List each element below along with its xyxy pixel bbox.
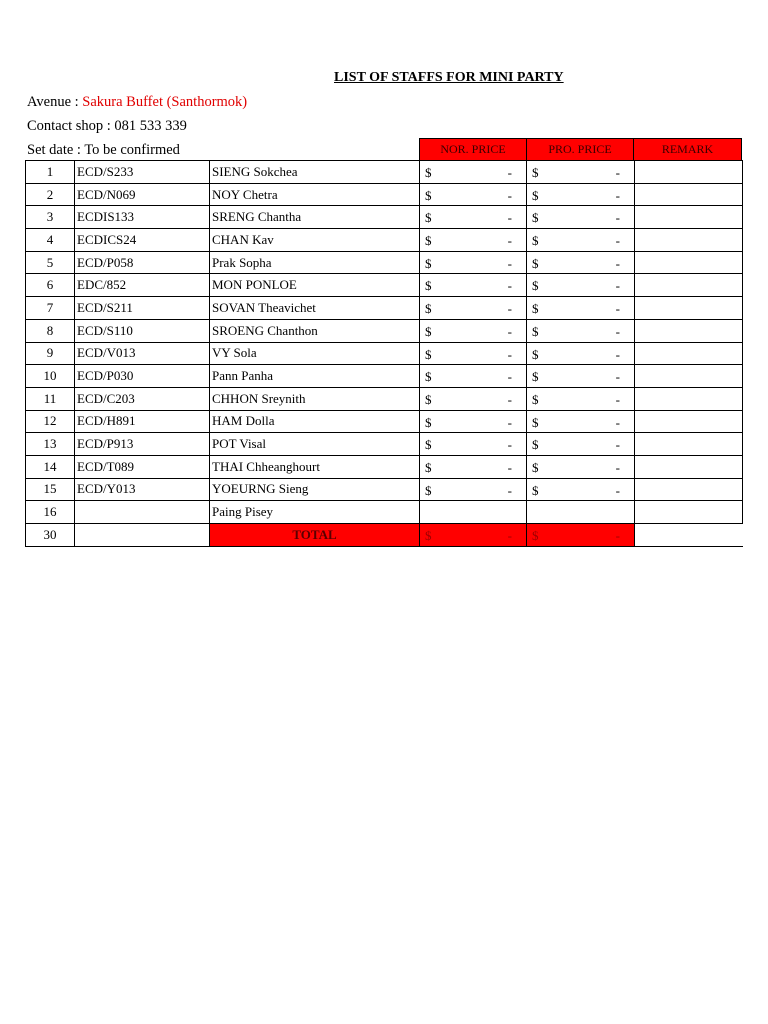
row-number: 3: [26, 206, 75, 229]
currency-symbol: $: [425, 323, 432, 339]
currency-symbol: $: [532, 210, 539, 226]
price-value: -: [615, 437, 620, 453]
remark-cell: [635, 297, 743, 320]
staff-name: HAM Dolla: [210, 410, 420, 433]
remark-cell: [635, 478, 743, 501]
row-number: 6: [26, 274, 75, 297]
currency-symbol: $: [532, 528, 539, 543]
staff-id: ECD/P058: [75, 251, 210, 274]
staff-name: NOY Chetra: [210, 183, 420, 206]
price-value: -: [507, 528, 512, 543]
currency-symbol: $: [425, 482, 432, 498]
price-value: -: [615, 369, 620, 385]
remark-cell: [635, 342, 743, 365]
total-pro-price: [527, 524, 635, 547]
avenue-value: Sakura Buffet (Santhormok): [82, 94, 248, 110]
currency-symbol: $: [532, 437, 539, 453]
contact-line: Contact shop : 081 533 339: [27, 118, 187, 134]
currency-symbol: $: [532, 459, 539, 475]
currency-symbol: $: [532, 391, 539, 407]
nor-price-cell: [420, 297, 527, 320]
remark-cell: [635, 161, 743, 184]
remark-cell: [635, 319, 743, 342]
price-value: -: [615, 482, 620, 498]
price-value: -: [615, 278, 620, 294]
price-value: -: [615, 528, 620, 543]
price-value: -: [615, 210, 620, 226]
remark-cell: [635, 251, 743, 274]
staff-id: ECD/T089: [75, 455, 210, 478]
staff-name: SIENG Sokchea: [210, 161, 420, 184]
price-value: -: [507, 233, 512, 249]
staff-id: ECD/H891: [75, 410, 210, 433]
nor-price-cell: [420, 274, 527, 297]
currency-symbol: $: [425, 165, 432, 180]
staff-name: MON PONLOE: [210, 274, 420, 297]
staff-name: VY Sola: [210, 342, 420, 365]
table-row: [26, 274, 743, 297]
price-value: -: [507, 278, 512, 294]
pro-price-cell: [527, 410, 635, 433]
remark-cell: [635, 274, 743, 297]
remark-cell: [635, 433, 743, 456]
set-date-line: Set date : To be confirmed: [27, 142, 180, 158]
staff-id: ECDICS24: [75, 229, 210, 252]
nor-price-cell: [420, 319, 527, 342]
currency-symbol: $: [532, 323, 539, 339]
row-number: 12: [26, 410, 75, 433]
staff-id: ECD/N069: [75, 183, 210, 206]
table-row: [26, 387, 743, 410]
row-number: 8: [26, 319, 75, 342]
total-row: [26, 524, 743, 547]
total-nor-price: [420, 524, 527, 547]
nor-price-cell: [420, 229, 527, 252]
avenue-label: Avenue :: [27, 94, 83, 110]
staff-name: SOVAN Theavichet: [210, 297, 420, 320]
remark-cell: [635, 183, 743, 206]
staff-id: EDC/852: [75, 274, 210, 297]
table-row: [26, 251, 743, 274]
currency-symbol: $: [425, 278, 432, 294]
row-number: 15: [26, 478, 75, 501]
price-value: -: [615, 459, 620, 475]
pro-price-cell: [527, 229, 635, 252]
currency-symbol: $: [425, 233, 432, 249]
currency-symbol: $: [425, 528, 432, 543]
row-number: 5: [26, 251, 75, 274]
pro-price-cell: [527, 206, 635, 229]
staff-name: SROENG Chanthon: [210, 319, 420, 342]
currency-symbol: $: [532, 187, 539, 203]
nor-price-cell: [420, 433, 527, 456]
nor-price-cell: [420, 161, 527, 184]
row-number: 14: [26, 455, 75, 478]
table-row: [26, 206, 743, 229]
staff-id: ECD/V013: [75, 342, 210, 365]
row-number: 16: [26, 501, 75, 524]
staff-name: YOEURNG Sieng: [210, 478, 420, 501]
price-value: -: [507, 165, 512, 180]
price-value: -: [507, 346, 512, 362]
price-value: -: [507, 482, 512, 498]
price-value: -: [507, 323, 512, 339]
staff-table: [25, 160, 743, 547]
staff-name: POT Visal: [210, 433, 420, 456]
price-value: -: [615, 233, 620, 249]
currency-symbol: $: [425, 414, 432, 430]
currency-symbol: $: [532, 233, 539, 249]
price-value: -: [507, 187, 512, 203]
price-value: -: [507, 301, 512, 317]
pro-price-cell: [527, 342, 635, 365]
staff-id: ECD/P030: [75, 365, 210, 388]
currency-symbol: $: [425, 210, 432, 226]
row-number: 11: [26, 387, 75, 410]
pro-price-cell: [527, 297, 635, 320]
remark-cell: [635, 410, 743, 433]
pro-price-cell: [527, 319, 635, 342]
table-row: [26, 161, 743, 184]
pro-price-cell: [527, 183, 635, 206]
nor-price-cell: [420, 183, 527, 206]
pro-price-cell: [527, 365, 635, 388]
currency-symbol: $: [425, 437, 432, 453]
header-pro-price: PRO. PRICE: [526, 138, 634, 161]
price-value: -: [615, 165, 620, 180]
remark-cell: [635, 206, 743, 229]
currency-symbol: $: [532, 369, 539, 385]
row-number: 1: [26, 161, 75, 184]
price-value: -: [507, 459, 512, 475]
pro-price-cell: [527, 433, 635, 456]
staff-name: Prak Sopha: [210, 251, 420, 274]
remark-cell: [635, 501, 743, 524]
staff-id: ECD/Y013: [75, 478, 210, 501]
pro-price-cell: [527, 274, 635, 297]
staff-id: [75, 501, 210, 524]
nor-price-cell: [420, 410, 527, 433]
nor-price-cell: [420, 501, 527, 524]
staff-id: ECD/S233: [75, 161, 210, 184]
currency-symbol: $: [532, 414, 539, 430]
price-value: -: [507, 369, 512, 385]
price-value: -: [507, 255, 512, 271]
nor-price-cell: [420, 387, 527, 410]
row-number: 9: [26, 342, 75, 365]
table-row: [26, 183, 743, 206]
row-number: 4: [26, 229, 75, 252]
table-row: [26, 455, 743, 478]
price-value: -: [615, 414, 620, 430]
price-value: -: [507, 414, 512, 430]
currency-symbol: $: [532, 165, 539, 180]
price-value: -: [507, 391, 512, 407]
price-value: -: [615, 323, 620, 339]
price-value: -: [615, 301, 620, 317]
pro-price-cell: [527, 478, 635, 501]
currency-symbol: $: [532, 278, 539, 294]
total-label: TOTAL: [210, 524, 420, 547]
table-row: [26, 319, 743, 342]
total-remark-cell: [635, 524, 743, 547]
price-value: -: [507, 437, 512, 453]
nor-price-cell: [420, 365, 527, 388]
currency-symbol: $: [425, 391, 432, 407]
table-row: [26, 410, 743, 433]
table-row: [26, 365, 743, 388]
currency-symbol: $: [532, 255, 539, 271]
staff-name: THAI Chheanghourt: [210, 455, 420, 478]
currency-symbol: $: [425, 459, 432, 475]
currency-symbol: $: [532, 346, 539, 362]
price-value: -: [615, 346, 620, 362]
currency-symbol: $: [425, 346, 432, 362]
currency-symbol: $: [425, 255, 432, 271]
table-row: [26, 478, 743, 501]
price-value: -: [615, 391, 620, 407]
pro-price-cell: [527, 501, 635, 524]
price-value: -: [615, 255, 620, 271]
row-number: 10: [26, 365, 75, 388]
remark-cell: [635, 229, 743, 252]
currency-symbol: $: [532, 482, 539, 498]
staff-id: ECD/P913: [75, 433, 210, 456]
header-remark: REMARK: [633, 138, 742, 161]
total-blank-cell: [75, 524, 210, 547]
row-number: 13: [26, 433, 75, 456]
staff-name: CHHON Sreynith: [210, 387, 420, 410]
nor-price-cell: [420, 342, 527, 365]
table-row: [26, 229, 743, 252]
pro-price-cell: [527, 387, 635, 410]
currency-symbol: $: [532, 301, 539, 317]
total-count: 30: [26, 524, 75, 547]
table-row: [26, 501, 743, 524]
row-number: 7: [26, 297, 75, 320]
pro-price-cell: [527, 455, 635, 478]
price-value: -: [615, 187, 620, 203]
page-title: LIST OF STAFFS FOR MINI PARTY: [334, 70, 564, 85]
staff-id: ECD/C203: [75, 387, 210, 410]
remark-cell: [635, 387, 743, 410]
staff-name: CHAN Kav: [210, 229, 420, 252]
avenue-line: [27, 94, 247, 111]
currency-symbol: $: [425, 187, 432, 203]
nor-price-cell: [420, 251, 527, 274]
currency-symbol: $: [425, 301, 432, 317]
nor-price-cell: [420, 478, 527, 501]
nor-price-cell: [420, 455, 527, 478]
staff-name: Pann Panha: [210, 365, 420, 388]
staff-id: ECDIS133: [75, 206, 210, 229]
staff-name: SRENG Chantha: [210, 206, 420, 229]
nor-price-cell: [420, 206, 527, 229]
remark-cell: [635, 455, 743, 478]
remark-cell: [635, 365, 743, 388]
price-value: -: [507, 210, 512, 226]
staff-id: ECD/S211: [75, 297, 210, 320]
pro-price-cell: [527, 161, 635, 184]
table-row: [26, 433, 743, 456]
table-row: [26, 342, 743, 365]
header-nor-price: NOR. PRICE: [419, 138, 527, 161]
staff-id: ECD/S110: [75, 319, 210, 342]
row-number: 2: [26, 183, 75, 206]
staff-name: Paing Pisey: [210, 501, 420, 524]
pro-price-cell: [527, 251, 635, 274]
currency-symbol: $: [425, 369, 432, 385]
table-row: [26, 297, 743, 320]
